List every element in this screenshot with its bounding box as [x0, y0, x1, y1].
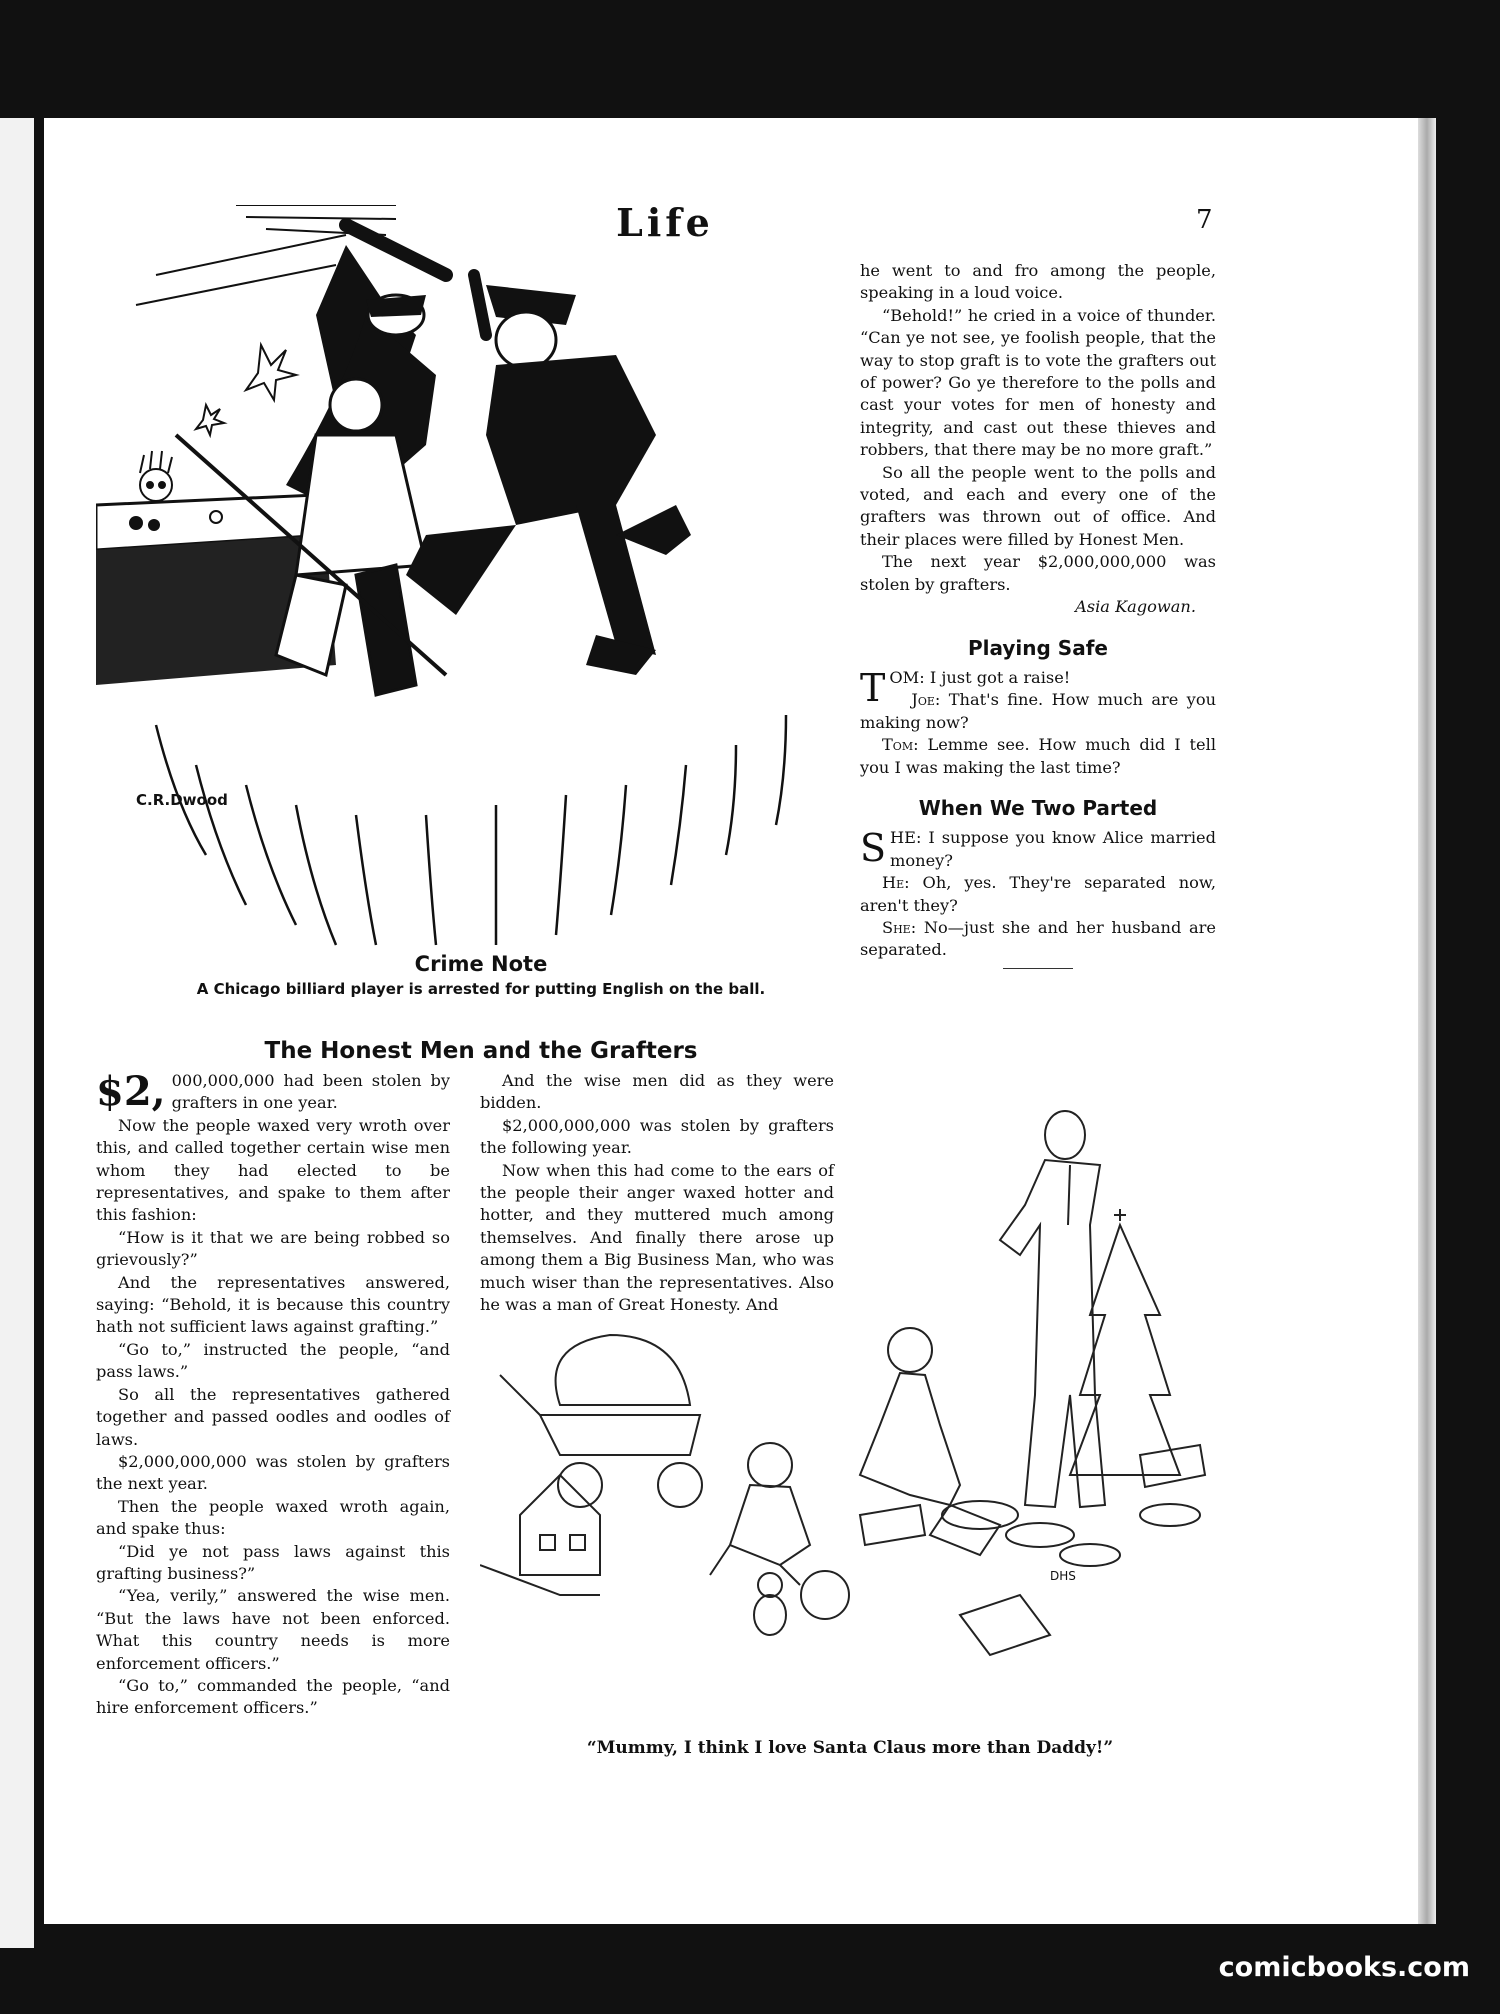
toy-teddy-bear: [754, 1573, 786, 1635]
section-rule: [1003, 968, 1073, 969]
article-author: Asia Kagowan.: [1075, 597, 1196, 617]
watermark: comicbooks.com: [1218, 1952, 1470, 1983]
toy-dollhouse: [480, 1475, 600, 1595]
article-paragraph: Now the people waxed very wroth over this, and called together certain wise men whom they had elected to be representatives, and spake to them after this fashion:: [96, 1115, 450, 1225]
article-paragraph: “Did ye not pass laws against this grafting business?”: [96, 1541, 450, 1583]
crime-note-title: Crime Note: [414, 952, 548, 976]
masthead: Life: [616, 200, 714, 245]
article-paragraph: “Behold!” he cried in a voice of thunder. “Can ye not see, ye foolish people, that the way to stop graft is to vote the grafters out of power? Go ye therefore to the polls and cast your votes for men of honesty and integrity, and cast out these thieves and robbers, that there may be no more graft.”: [860, 305, 1216, 460]
article-paragraph: “How is it that we are being robbed so grievously?”: [96, 1227, 450, 1270]
article-paragraph: And the wise men did as they were bidden.: [480, 1071, 834, 1113]
article-paragraph: The next year $2,000,000,000 was stolen by grafters.: [860, 552, 1216, 594]
mother-figure: [860, 1328, 1000, 1555]
cartoon1-signature: C.R.Dwood: [136, 791, 228, 809]
article-paragraph: Now when this had come to the ears of the people their anger waxed hotter and hotter, and they muttered much among themselves. And finally there arose up among them a Big Business Man, who was much wiser than the representatives. Also he was a man of Great Honesty. And: [480, 1160, 834, 1315]
article-paragraph: $2,000,000,000 was stolen by grafters the next year.: [96, 1451, 450, 1494]
playing-safe-dropcap: T: [860, 665, 886, 710]
two-parted-dropcap: S: [860, 826, 887, 871]
christmas-tree: [1070, 1209, 1180, 1475]
article-paragraph: “Yea, verily,” answered the wise men. “But the laws have not been enforced. What this country needs is more enforcement officers.”: [96, 1586, 450, 1673]
baby-figure: [710, 1443, 810, 1585]
cartoon2-signature: DHS: [1050, 1569, 1076, 1583]
article-column-3: [860, 260, 1216, 969]
article-paragraph: $2,000,000,000 was stolen by grafters the following year.: [480, 1115, 834, 1158]
article-column-1: [96, 1070, 450, 1720]
article-paragraph: So all the representatives gathered together and passed oodles and oodles of laws.: [96, 1384, 450, 1449]
policeman-with-baton: [406, 275, 691, 675]
dialogue-line: She: No—just she and her husband are separated.: [860, 917, 1216, 960]
dialogue-line: Tom: Lemme see. How much did I tell you I was making the last time?: [860, 735, 1216, 777]
playing-safe-title: Playing Safe: [968, 635, 1108, 660]
article-paragraph: “Go to,” instructed the people, “and pass laws.”: [96, 1339, 450, 1382]
article-paragraph: $2, 000,000,000 had been stolen by grafters in one year.: [96, 1068, 450, 1115]
article-paragraph: “Go to,” commanded the people, “and hire enforcement officers.”: [96, 1675, 450, 1718]
article-paragraph: Then the people waxed wroth again, and spake thus:: [96, 1496, 450, 1539]
phonograph-records: [942, 1501, 1200, 1566]
article-paragraph: So all the people went to the polls and voted, and each and every one of the grafters was thrown out of office. And their places were filled by Honest Men.: [860, 462, 1216, 549]
dialogue-line: TOM: I just got a raise!: [860, 665, 1071, 710]
crime-note-caption: A Chicago billiard player is arrested for putting English on the ball.: [196, 980, 766, 998]
article-dropcap: $2,: [96, 1068, 166, 1115]
left-page-edge: [0, 118, 34, 1948]
father-figure: [1000, 1111, 1105, 1507]
page-number: 7: [1196, 205, 1213, 235]
toy-pram: [500, 1335, 702, 1507]
crime-note-illustration: [96, 205, 846, 955]
dialogue-line: He: Oh, yes. They're separated now, aren't they?: [860, 873, 1216, 915]
article-title: The Honest Men and the Grafters: [264, 1038, 698, 1064]
spectator-figure: [140, 451, 172, 501]
toy-ball: [801, 1571, 849, 1619]
dialogue-line: Joe: That's fine. How much are you making now?: [860, 690, 1216, 732]
dialogue-line: SHE: I suppose you know Alice married money?: [860, 826, 1216, 871]
christmas-illustration: [480, 1095, 1220, 1735]
article-paragraph: And the representatives answered, saying: “Behold, it is because this country hath not sufficient laws against grafting.”: [96, 1272, 450, 1337]
page-right-edge: [1418, 118, 1436, 1924]
two-parted-title: When We Two Parted: [918, 795, 1158, 820]
christmas-caption: “Mummy, I think I love Santa Claus more than Daddy!”: [586, 1738, 1114, 1758]
article-paragraph: he went to and fro among the people, speaking in a loud voice.: [860, 261, 1216, 303]
